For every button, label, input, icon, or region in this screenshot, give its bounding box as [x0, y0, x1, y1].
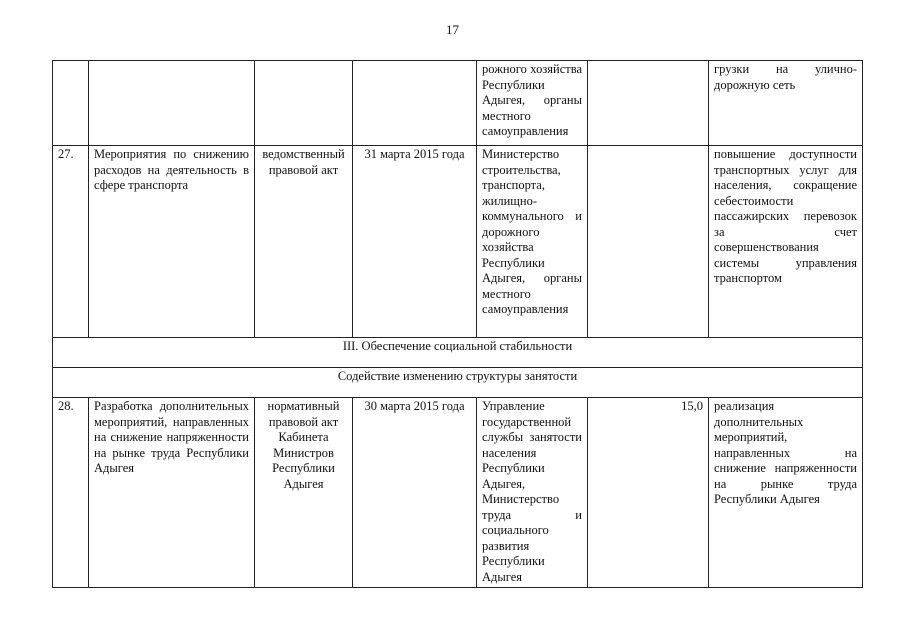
doc-type-cell — [255, 61, 353, 146]
table-row-continuation — [53, 61, 863, 146]
doc-type-cell: нормативный правовой акт Кабинета Министров Республики Адыгея — [255, 398, 353, 588]
doc-type-cell: ведомственный правовой акт — [255, 146, 353, 338]
measure-cell: Разработка дополнительных мероприятий, направленных на снижение напряженности на рынке труда Республики Адыгея — [89, 398, 255, 588]
row-number-cell — [53, 61, 89, 146]
funding-cell — [588, 146, 709, 338]
measures-table — [52, 60, 863, 588]
result-cell: грузки на улично-дорожную сеть — [709, 61, 863, 146]
funding-cell — [588, 398, 709, 588]
funding-amount: 15,0 — [681, 399, 703, 413]
page-number: 17 — [446, 22, 459, 37]
table-row-28 — [53, 398, 863, 588]
deadline-cell: 30 марта 2015 года — [353, 398, 477, 588]
executors-cell: Министерство строительства, транспорта, жилищно-коммунального и дорожного хозяйства Республики Адыгея, органы местного самоуправления — [477, 146, 588, 338]
executors-cell: рожного хозяйства Республики Адыгея, органы местного самоуправления — [477, 61, 588, 146]
result-cell: повышение доступности транспортных услуг для населения, сокращение себестоимости пассажирских перевозок за счет совершенствования системы управления транспортом — [709, 146, 863, 338]
measure-cell: Мероприятия по снижению расходов на деятельность в сфере транспорта — [89, 146, 255, 338]
result-cell: реализация дополнительных мероприятий, направленных на снижение напряженности на рынке труда Республики Адыгея — [709, 398, 863, 588]
executors-cell: Управление государственной службы занятости населения Республики Адыгея, Министерство труда и социального развития Республики Адыгея — [477, 398, 588, 588]
table-row-27 — [53, 146, 863, 338]
deadline-cell: 31 марта 2015 года — [353, 146, 477, 338]
funding-cell — [588, 61, 709, 146]
section-heading: III. Обеспечение социальной стабильности — [53, 338, 863, 368]
section-heading-row — [53, 338, 863, 368]
row-number-cell: 28. — [53, 398, 89, 588]
row-number-cell: 27. — [53, 146, 89, 338]
subsection-heading: Содействие изменению структуры занятости — [53, 368, 863, 398]
measure-cell — [89, 61, 255, 146]
deadline-cell — [353, 61, 477, 146]
subsection-heading-row — [53, 368, 863, 398]
